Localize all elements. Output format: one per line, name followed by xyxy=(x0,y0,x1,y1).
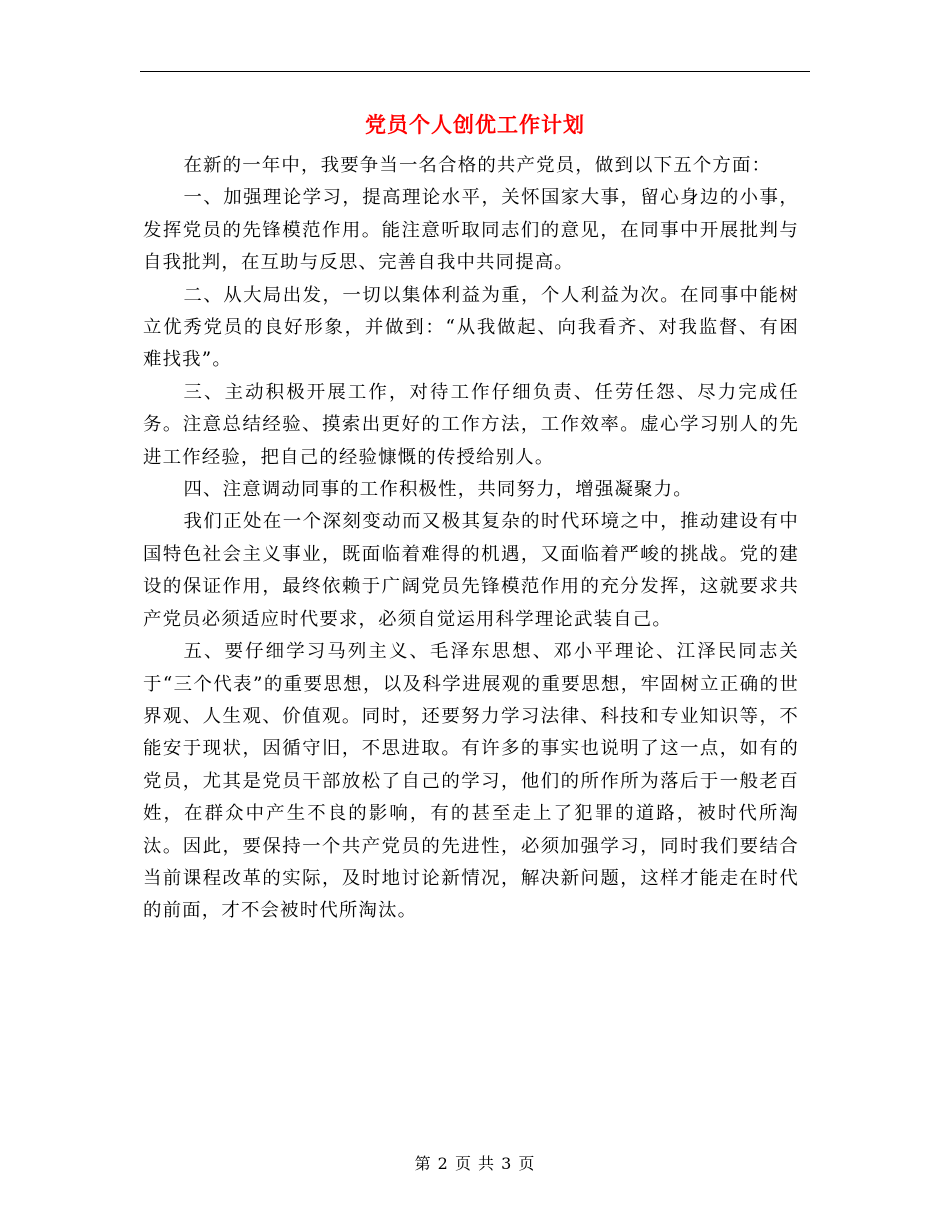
paragraph-point-2: 二、从大局出发，一切以集体利益为重，个人利益为次。在同事中能树立优秀党员的良好形象，并做到：“从我做起、向我看齐、对我监督、有困难找我”。 xyxy=(143,284,799,371)
paragraph-context: 我们正处在一个深刻变动而又极其复杂的时代环境之中，推动建设有中国特色社会主义事业，既面临着难得的机遇，又面临着严峻的挑战。党的建设的保证作用，最终依赖于广阔党员先锋模范作用的充分发挥，这就要求共产党员必须适应时代要求，必须自觉运用科学理论武装自己。 xyxy=(143,511,799,630)
paragraph-point-5: 五、要仔细学习马列主义、毛泽东思想、邓小平理论、江泽民同志关于“三个代表”的重要思想，以及科学进展观的重要思想，牢固树立正确的世界观、人生观、价值观。同时，还要努力学习法律、科技和专业知识等，不能安于现状，因循守旧，不思进取。有许多的事实也说明了这一点，如有的党员，尤其是党员干部放松了自己的学习，他们的所作所为落后于一般老百姓，在群众中产生不良的影响，有的甚至走上了犯罪的道路，被时代所淘汰。因此，要保持一个共产党员的先进性，必须加强学习，同时我们要结合当前课程改革的实际，及时地讨论新情况，解决新问题，这样才能走在时代的前面，才不会被时代所淘汰。 xyxy=(143,641,799,922)
paragraph-point-1: 一、加强理论学习，提高理论水平，关怀国家大事，留心身边的小事，发挥党员的先锋模范作用。能注意听取同志们的意见，在同事中开展批判与自我批判，在互助与反思、完善自我中共同提高。 xyxy=(143,187,799,274)
document-title: 党员个人创优工作计划 xyxy=(365,112,585,137)
paragraph-point-3: 三、主动积极开展工作，对待工作仔细负责、任劳任怨、尽力完成任务。注意总结经验、摸索出更好的工作方法，工作效率。虚心学习别人的先进工作经验，把自己的经验慷慨的传授给别人。 xyxy=(143,381,799,468)
paragraph-point-4: 四、注意调动同事的工作积极性，共同努力，增强凝聚力。 xyxy=(183,479,693,501)
page-number: 第 2 页 共 3 页 xyxy=(414,1154,536,1173)
paragraph-intro: 在新的一年中，我要争当一名合格的共产党员，做到以下五个方面： xyxy=(183,155,772,176)
header-rule xyxy=(140,71,810,72)
document-body xyxy=(143,150,799,928)
